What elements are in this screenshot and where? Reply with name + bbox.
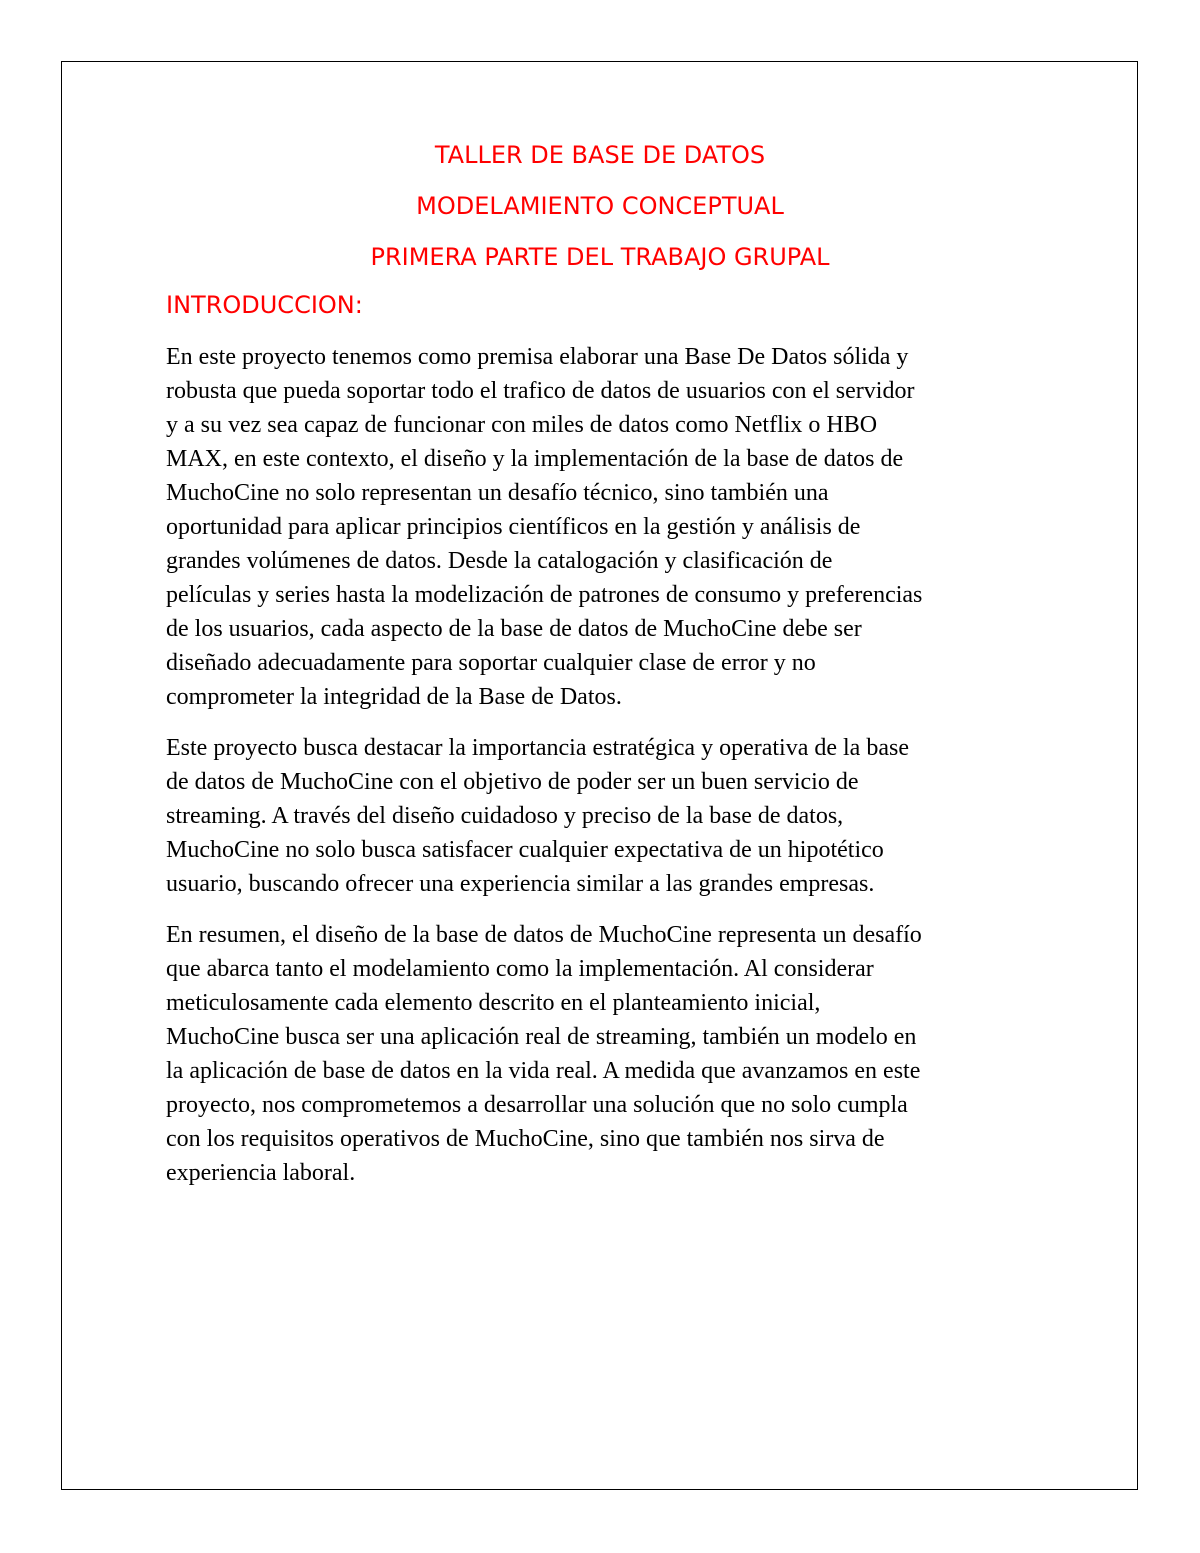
paragraph-3-line: con los requisitos operativos de MuchoCine, sino que también nos sirva de: [166, 1126, 885, 1152]
paragraph-1-line: MAX, en este contexto, el diseño y la implementación de la base de datos de: [166, 446, 904, 472]
paragraph-2-line: MuchoCine no solo busca satisfacer cualquier expectativa de un hipotético: [166, 837, 884, 863]
section-heading-introduccion: INTRODUCCION:: [166, 291, 363, 319]
paragraph-2-line: streaming. A través del diseño cuidadoso y preciso de la base de datos,: [166, 803, 844, 829]
paragraph-1-line: comprometer la integridad de la Base de Datos.: [166, 684, 622, 710]
paragraph-3-line: la aplicación de base de datos en la vida real. A medida que avanzamos en este: [166, 1058, 921, 1084]
paragraph-1-line: diseñado adecuadamente para soportar cualquier clase de error y no: [166, 650, 816, 676]
paragraph-1-line: robusta que pueda soportar todo el trafico de datos de usuarios con el servidor: [166, 378, 915, 404]
paragraph-1: [166, 340, 1046, 714]
paragraph-2-line: Este proyecto busca destacar la importancia estratégica y operativa de la base: [166, 735, 909, 761]
paragraph-1-line: y a su vez sea capaz de funcionar con miles de datos como Netflix o HBO: [166, 412, 878, 438]
paragraph-1-line: películas y series hasta la modelización de patrones de consumo y preferencias: [166, 582, 923, 608]
paragraph-2-line: de datos de MuchoCine con el objetivo de poder ser un buen servicio de: [166, 769, 859, 795]
paragraph-2-line: usuario, buscando ofrecer una experiencia similar a las grandes empresas.: [166, 871, 875, 897]
paragraph-3-line: MuchoCine busca ser una aplicación real de streaming, también un modelo en: [166, 1024, 917, 1050]
paragraph-3-line: experiencia laboral.: [166, 1160, 356, 1186]
paragraph-1-line: grandes volúmenes de datos. Desde la catalogación y clasificación de: [166, 548, 833, 574]
paragraph-3: [166, 918, 1046, 1190]
paragraph-1-line: MuchoCine no solo representan un desafío técnico, sino también una: [166, 480, 829, 506]
paragraph-1-line: oportunidad para aplicar principios científicos en la gestión y análisis de: [166, 514, 861, 540]
paragraph-3-line: En resumen, el diseño de la base de datos de MuchoCine representa un desafío: [166, 922, 922, 948]
document-title: TALLER DE BASE DE DATOS: [434, 141, 766, 169]
document-part-label: PRIMERA PARTE DEL TRABAJO GRUPAL: [370, 243, 830, 271]
document-subtitle: MODELAMIENTO CONCEPTUAL: [416, 192, 784, 220]
paragraph-3-line: meticulosamente cada elemento descrito en el planteamiento inicial,: [166, 990, 821, 1016]
paragraph-3-line: proyecto, nos comprometemos a desarrollar una solución que no solo cumpla: [166, 1092, 908, 1118]
paragraph-1-line: de los usuarios, cada aspecto de la base de datos de MuchoCine debe ser: [166, 616, 862, 642]
paragraph-1-line: En este proyecto tenemos como premisa elaborar una Base De Datos sólida y: [166, 344, 909, 370]
paragraph-3-line: que abarca tanto el modelamiento como la implementación. Al considerar: [166, 956, 874, 982]
paragraph-2: [166, 731, 1046, 901]
